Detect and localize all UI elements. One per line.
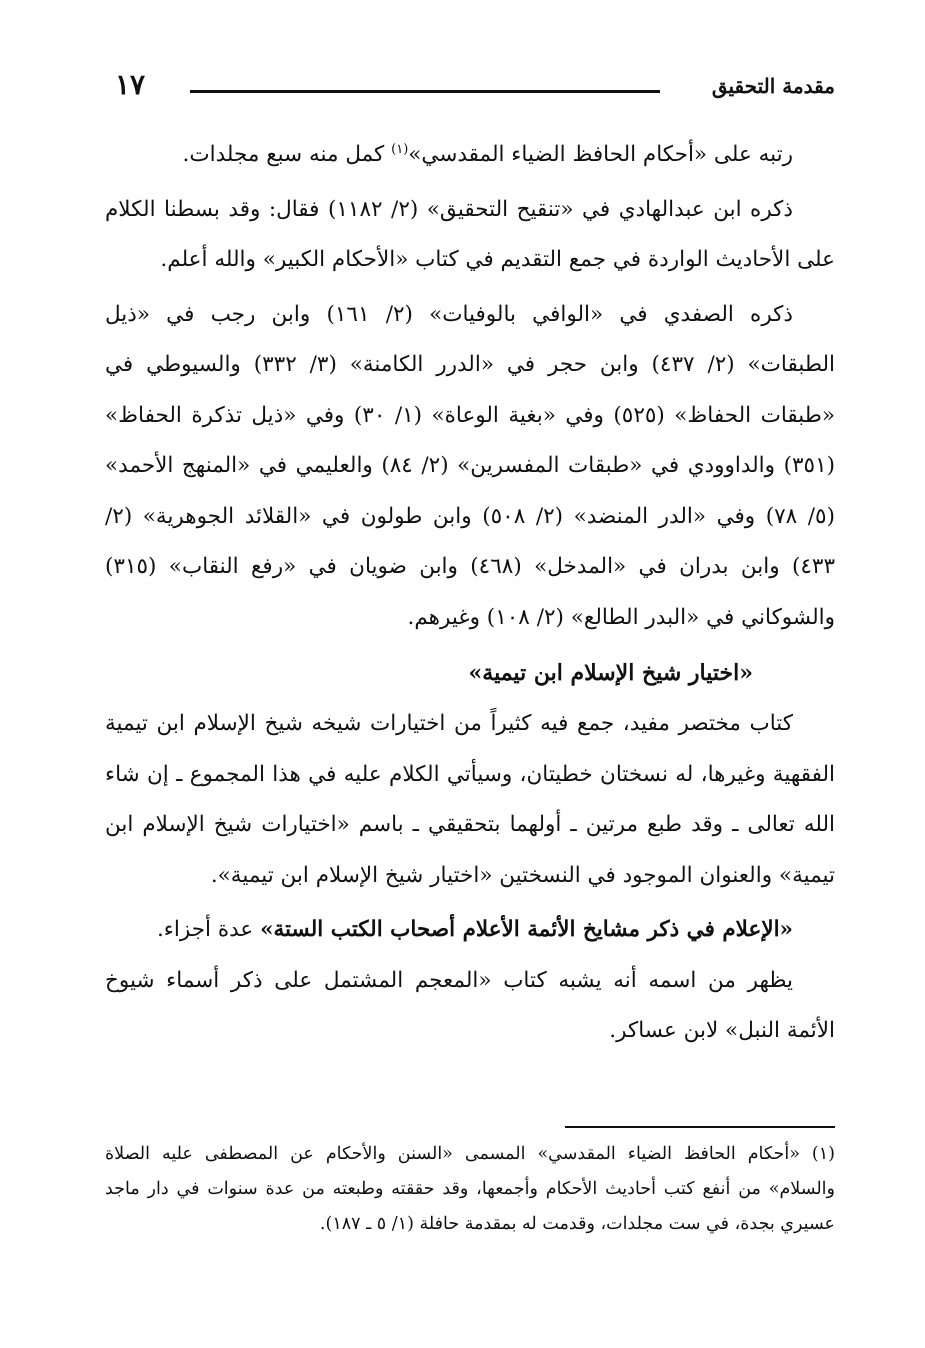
section-heading-ilam-title: «الإعلام في ذكر مشايخ الأئمة الأعلام أصحاب الكتب الستة» xyxy=(260,917,793,942)
footnote-rule xyxy=(565,1126,835,1128)
paragraph-3: ذكره الصفدي في «الوافي بالوفيات» (٢/ ١٦١) وابن رجب في «ذيل الطبقات» (٢/ ٤٣٧) وابن حجر في «الدرر الكامنة» (٣/ ٣٣٢) والسيوطي في «طبقات الحفاظ» (٥٢٥) وفي «بغية الوعاة» (١/ ٣٠) وفي «ذيل تذكرة الحفاظ» (٣٥١) والداوودي في «طبقات المفسرين» (٢/ ٨٤) والعليمي في «المنهج الأحمد» (٥/ ٧٨) وفي «الدر المنضد» (٢/ ٥٠٨) وابن طولون في «القلائد الجوهرية» (٢/ ٤٣٣) وابن بدران في «المدخل» (٤٦٨) وابن ضويان في «رفع النقاب» (٣١٥) والشوكاني في «البدر الطالع» (٢/ ١٠٨) وغيرهم. xyxy=(105,301,836,630)
paragraph-5: يظهر من اسمه أنه يشبه كتاب «المعجم المشتمل على ذكر أسماء شيوخ الأئمة النبل» لابن عساكر. xyxy=(105,967,835,1043)
paragraph-2: ذكره ابن عبدالهادي في «تنقيح التحقيق» (٢/ ١١٨٢) فقال: وقد بسطنا الكلام على الأحاديث الواردة في جمع التقديم في كتاب «الأحكام الكبير» والله أعلم. xyxy=(105,196,835,272)
footnotes xyxy=(105,1137,835,1242)
running-header xyxy=(115,70,835,110)
paragraph-1-text: رتبه على «أحكام الحافظ الضياء المقدسي» xyxy=(408,142,793,167)
paragraph-1 xyxy=(105,130,835,181)
paragraph-1-tail: كمل منه سبع مجلدات. xyxy=(182,142,392,167)
running-header-title: مقدمة التحقيق xyxy=(711,74,835,98)
section-heading-ikhtiyar: «اختيار شيخ الإسلام ابن تيمية» xyxy=(468,660,753,686)
paragraph-4: كتاب مختصر مفيد، جمع فيه كثيراً من اختيارات شيخه شيخ الإسلام ابن تيمية الفقهية وغيرها، له نسختان خطيتان، وسيأتي الكلام عليه في هذا المجموع ـ إن شاء الله تعالى ـ وقد طبع مرتين ـ أولهما بتحقيقي ـ باسم «اختيارات شيخ الإسلام ابن تيمية» والعنوان الموجود في النسختين «اختيار شيخ الإسلام ابن تيمية». xyxy=(105,711,835,888)
footnote-1: (١) «أحكام الحافظ الضياء المقدسي» المسمى «السنن والأحكام عن المصطفى عليه الصلاة والسلام» من أنفع كتب أحاديث الأحكام وأجمعها، وقد حققته وطبعته من عدة سنوات في دار ماجد عسيري بجدة، في ست مجلدات، وقدمت له بمقدمة حافلة (١/ ٥ ـ ١٨٧). xyxy=(105,1144,835,1234)
section-heading-ilam-tail: عدة أجزاء. xyxy=(156,917,261,942)
section-heading-ilam xyxy=(105,905,835,956)
footnote-reference: (١) xyxy=(391,141,409,157)
page-number: ١٧ xyxy=(115,68,146,101)
main-text xyxy=(105,130,835,1057)
header-rule xyxy=(190,90,660,93)
